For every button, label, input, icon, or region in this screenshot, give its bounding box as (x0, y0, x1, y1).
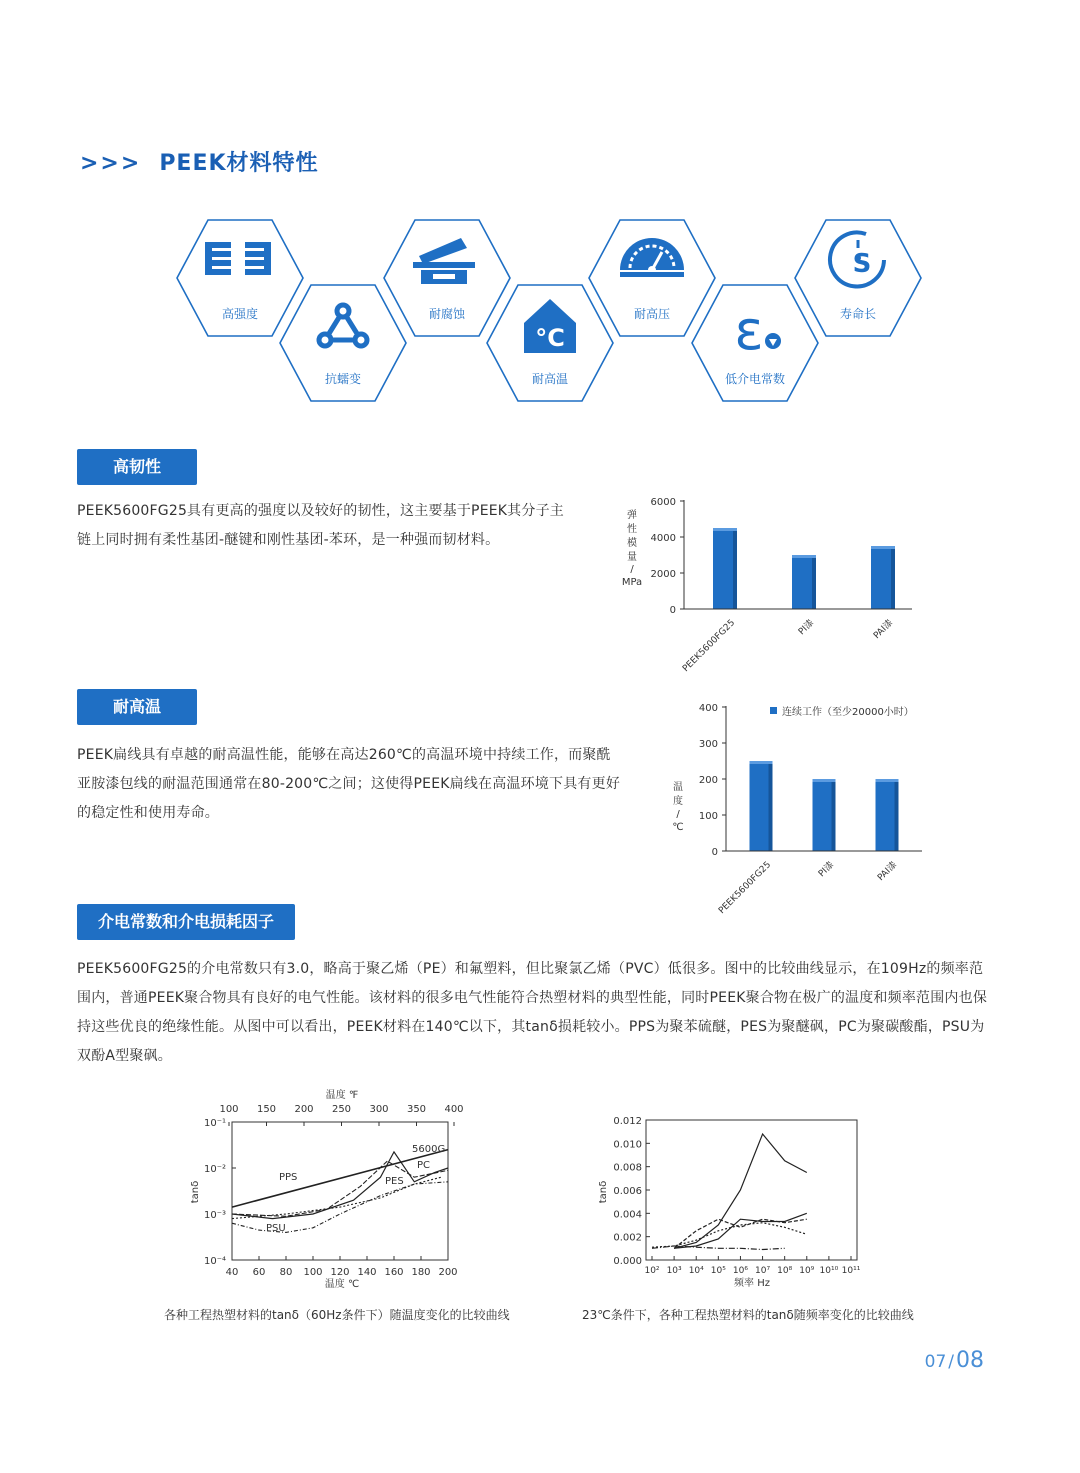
bar-shade-2 (891, 546, 895, 609)
f-tick-label: 200 (294, 1104, 314, 1115)
modulus-ylabel-c6: MPa (621, 577, 643, 588)
category-label-2: PAI漆 (872, 618, 896, 642)
paragraph-dielectric: PEEK5600FG25的介电常数只有3.0，略高于聚乙烯（PE）和氟塑料，但比聚氯乙烯（PVC）低很多。图中的比较曲线显示，在109Hz的频率范围内，普通PEEK聚合物具有良好的电气性能。该材料的很多电气性能符合热塑材料的典型性能，同时PEEK聚合物在极广的温度和频率范围内也保持这些优良的绝缘性能。从图中可以看出，PEEK材料在140℃以下，其tanδ损耗较小。PPS为聚苯硫醚，PES为聚醚砜，PC为聚碳酸酯，PSU为双酚A型聚砜。 (77, 961, 988, 1064)
modulus-bar-chart (612, 488, 932, 678)
x-tick-label: 10³ (666, 1266, 682, 1276)
f-tick-label: 100 (219, 1104, 239, 1115)
temperature-ylabel-c1: 温 (673, 782, 683, 793)
modulus-bars (713, 528, 895, 609)
feature-dielectric (692, 285, 818, 401)
paragraph-heat: PEEK扁线具有卓越的耐高温性能，能够在高达260℃的高温环境中持续工作，而聚酰亚胺漆包线的耐温范围通常在80-200℃之间；这使得PEEK扁线在高温环境下具有更好的稳定性和使用寿命。 (77, 747, 621, 821)
f-tick-label: 150 (256, 1104, 277, 1115)
temperature-ylabel (672, 781, 683, 833)
label-5600g: 5600G (412, 1144, 446, 1155)
feature-label-pressure: 耐高压 (633, 307, 671, 321)
temperature-ylabel-c4: ℃ (672, 822, 684, 833)
temperature-y-ticks (699, 703, 726, 858)
y-tick-label: 0.010 (613, 1139, 642, 1151)
top-axis-label: 温度 ℉ (325, 1090, 359, 1101)
y-tick-label: 300 (698, 739, 718, 750)
x-tick-label: 10¹⁰ (819, 1266, 839, 1276)
feature-pressure (589, 220, 715, 336)
bar-top-2 (876, 779, 899, 782)
caption-frequency-chart: 23℃条件下，各种工程热塑材料的tanδ随频率变化的比较曲线 (582, 1308, 914, 1322)
epsilon-glyph: ε (734, 299, 764, 362)
feature-label-dielectric: 低介电常数 (724, 372, 786, 386)
page-title: PEEK材料特性 (159, 151, 319, 176)
y-tick-label: 10⁻¹ (203, 1118, 226, 1129)
category-label-1: PI漆 (796, 618, 817, 638)
legend-label: 连续工作（至少20000小时） (782, 707, 914, 718)
temp-ylabel: tanδ (190, 1180, 201, 1204)
freq-ylabel: tanδ (598, 1180, 609, 1204)
y-tick-label: 0.012 (613, 1116, 642, 1127)
caption-temperature-chart: 各种工程热塑材料的tanδ（60Hz条件下）随温度变化的比较曲线 (164, 1308, 510, 1322)
tan-delta-temperature-chart (180, 1084, 480, 1294)
feature-label-strength: 高强度 (221, 307, 259, 321)
feature-label-creep: 抗蠕变 (324, 372, 362, 386)
c-tick-label: 140 (357, 1267, 377, 1278)
temp-plot-frame (232, 1122, 448, 1260)
c-tick-label: 80 (279, 1267, 293, 1278)
y-tick-label: 0.002 (613, 1232, 642, 1244)
c-tick-label: 200 (438, 1267, 458, 1278)
c-tick-label: 120 (330, 1267, 350, 1278)
y-tick-label: 6000 (650, 497, 676, 508)
feature-heat (487, 285, 613, 401)
feature-label-life: 寿命长 (839, 307, 877, 321)
series-line-pes (232, 1177, 441, 1218)
arrows-mark: >>> (80, 151, 142, 176)
series-line-5600g (232, 1152, 448, 1219)
freq-x-ticks (644, 1256, 860, 1276)
page-separator: / (948, 1352, 954, 1372)
y-tick-label: 0.000 (613, 1256, 642, 1267)
y-tick-label: 4000 (650, 533, 676, 544)
f-tick-label: 350 (406, 1104, 427, 1115)
y-tick-label: 0 (711, 847, 718, 858)
label-pc: PC (417, 1160, 431, 1171)
freq-y-ticks (613, 1116, 650, 1267)
y-tick-label: 0 (669, 605, 676, 616)
feature-label-corrosion: 耐腐蚀 (428, 307, 466, 321)
x-tick-label: 10⁵ (710, 1266, 726, 1276)
temperature-categories (717, 859, 899, 916)
y-tick-label: 10⁻³ (203, 1210, 226, 1221)
page-number (925, 1348, 984, 1373)
feature-label-heat: 耐高温 (531, 372, 569, 386)
temp-xlabel: 温度 ℃ (324, 1279, 360, 1290)
freq-series-line-e (652, 1246, 785, 1250)
label-psu: PSU (266, 1223, 286, 1234)
celsius-glyph: °C (535, 324, 565, 352)
x-tick-label: 10² (644, 1266, 660, 1276)
tag-toughness: 高韧性 (77, 449, 197, 485)
freq-plot-frame (646, 1120, 857, 1260)
modulus-ylabel-c2: 性 (627, 524, 637, 535)
f-tick-label: 250 (331, 1104, 352, 1115)
bar-top-0 (750, 761, 773, 764)
temperature-ylabel-c3: / (676, 809, 680, 820)
modulus-ylabel-c1: 弹 (627, 510, 637, 521)
freq-series-line-a (674, 1134, 807, 1248)
clock-glyph: S (852, 249, 872, 279)
series-line-pps (232, 1150, 448, 1208)
category-label-0: PEEK5600FG25 (717, 860, 774, 916)
label-pes: PES (385, 1176, 404, 1187)
modulus-ylabel (622, 508, 642, 588)
y-tick-label: 0.006 (613, 1186, 642, 1197)
f-tick-label: 300 (369, 1104, 389, 1115)
y-tick-label: 200 (698, 775, 718, 786)
page-total: 08 (956, 1348, 984, 1373)
c-tick-label: 160 (384, 1267, 404, 1278)
tag-heat: 耐高温 (77, 689, 197, 725)
y-tick-label: 0.004 (613, 1209, 642, 1221)
bar-top-1 (813, 779, 836, 782)
feature-corrosion (384, 220, 510, 336)
modulus-y-ticks (651, 497, 684, 616)
bar-top-2 (871, 546, 895, 549)
c-tick-label: 40 (225, 1267, 239, 1278)
fahrenheit-ticks (219, 1104, 463, 1126)
legend-swatch (770, 707, 777, 714)
bar-shade-2 (895, 779, 899, 851)
y-tick-label: 100 (698, 811, 718, 822)
feature-honeycomb (170, 212, 930, 412)
c-tick-label: 60 (252, 1267, 266, 1278)
modulus-categories (681, 617, 895, 674)
page-current: 07 (924, 1352, 947, 1372)
bar-shade-1 (832, 779, 836, 851)
c-tick-label: 180 (411, 1267, 431, 1278)
modulus-ylabel-c4: 量 (627, 552, 637, 563)
temperature-bar-chart (660, 696, 950, 916)
y-tick-label: 0.008 (613, 1162, 642, 1174)
temp-y-ticks (204, 1118, 236, 1267)
category-label-2: PAI漆 (876, 860, 900, 884)
modulus-ylabel-c3: 模 (627, 538, 637, 549)
celsius-ticks (226, 1256, 458, 1278)
f-tick-label: 400 (444, 1104, 464, 1115)
feature-creep (280, 285, 406, 401)
temperature-ylabel-c2: 度 (673, 796, 683, 807)
x-tick-label: 10⁸ (777, 1266, 793, 1276)
section-title (80, 146, 319, 177)
temp-series-lines (232, 1150, 448, 1233)
feature-strength (177, 220, 303, 336)
freq-series-lines (652, 1134, 807, 1250)
x-tick-label: 10⁷ (755, 1266, 771, 1276)
x-tick-label: 10⁹ (799, 1266, 815, 1276)
temperature-bars (750, 761, 899, 851)
y-tick-label: 2000 (650, 569, 676, 580)
x-tick-label: 10⁶ (732, 1266, 748, 1276)
y-tick-label: 10⁻² (203, 1164, 226, 1175)
y-tick-label: 400 (698, 703, 718, 714)
category-label-0: PEEK5600FG25 (681, 618, 738, 675)
bar-shade-1 (812, 555, 816, 609)
freq-xlabel: 频率 Hz (734, 1278, 770, 1289)
category-label-1: PI漆 (816, 860, 837, 880)
feature-life (795, 220, 921, 336)
c-tick-label: 100 (303, 1267, 323, 1278)
label-pps: PPS (279, 1172, 298, 1183)
x-tick-label: 10⁴ (688, 1266, 704, 1276)
paragraph-toughness: PEEK5600FG25具有更高的强度以及较好的韧性，这主要基于PEEK其分子主链上同时拥有柔性基团-醚键和刚性基团-苯环，是一种强而韧材料。 (77, 503, 564, 548)
modulus-ylabel-c5: / (630, 564, 634, 575)
bar-shade-0 (769, 761, 773, 851)
bar-shade-0 (733, 528, 737, 609)
y-tick-label: 10⁻⁴ (203, 1256, 226, 1267)
tag-dielectric: 介电常数和介电损耗因子 (77, 904, 295, 940)
tan-delta-frequency-chart (590, 1108, 890, 1294)
freq-series-line-c (674, 1219, 807, 1248)
x-tick-label: 10¹¹ (841, 1266, 861, 1276)
bar-top-0 (713, 528, 737, 531)
series-line-pc (232, 1161, 448, 1216)
bar-top-1 (792, 555, 816, 558)
freq-series-line-d (652, 1223, 807, 1248)
